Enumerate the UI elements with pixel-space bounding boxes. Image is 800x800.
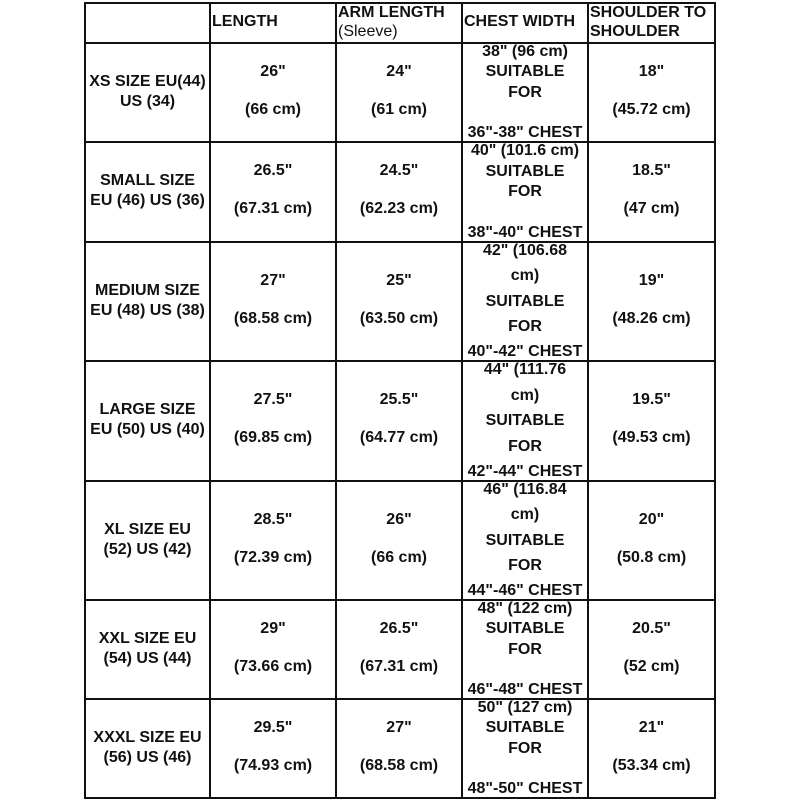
chest-width-line: 44"-46" CHEST <box>467 582 583 599</box>
chest-width-line: FOR <box>508 318 542 335</box>
length-inches: 26.5" <box>253 162 293 179</box>
arm-length-inches: 26" <box>386 510 412 528</box>
grid-line <box>84 360 716 362</box>
grid-line <box>84 141 716 143</box>
length-inches: 29" <box>260 619 286 637</box>
grid-line <box>84 599 716 601</box>
arm-length-cm: (68.58 cm) <box>359 756 439 774</box>
chest-width-line: SUITABLE <box>485 620 565 637</box>
arm-length-cm: (62.23 cm) <box>359 200 439 217</box>
grid-line <box>84 797 716 799</box>
chest-width-line: 50" (127 cm) <box>477 699 573 716</box>
header-chest-width: CHEST WIDTH <box>464 13 576 30</box>
size-label-line1: XXL SIZE EU <box>98 629 197 647</box>
size-label-line2: EU (48) US (38) <box>90 301 205 319</box>
shoulder-cm: (45.72 cm) <box>612 100 691 118</box>
arm-length-cm: (61 cm) <box>370 100 428 118</box>
arm-length-cm: (67.31 cm) <box>359 657 439 675</box>
chest-width-line: 44" (111.76 <box>483 361 567 378</box>
grid-line <box>84 480 716 482</box>
chest-width-line: cm) <box>510 506 540 523</box>
header-arm-length: ARM LENGTH <box>338 4 445 21</box>
header-arm-sleeve: (Sleeve) <box>338 23 398 40</box>
grid-line <box>84 698 716 700</box>
chest-width-line: 48" (122 cm) <box>477 600 573 617</box>
chest-width-line: 38" (96 cm) <box>482 43 568 60</box>
length-cm: (74.93 cm) <box>233 756 313 774</box>
size-label-line2: EU (46) US (36) <box>90 192 205 209</box>
header-shoulder-line1: SHOULDER TO <box>590 4 707 21</box>
chest-width-line: 46"-48" CHEST <box>467 681 583 698</box>
header-length: LENGTH <box>212 13 278 30</box>
chest-width-line: SUITABLE <box>485 719 565 736</box>
header-shoulder-line2: SHOULDER <box>590 23 680 40</box>
length-inches: 28.5" <box>253 510 293 528</box>
size-label-line2: US (34) <box>119 92 176 110</box>
chest-width-line: 40" (101.6 cm) <box>470 142 580 159</box>
size-label-line1: XS SIZE EU(44) <box>89 72 206 90</box>
chest-width-line: FOR <box>508 740 542 757</box>
length-cm: (73.66 cm) <box>233 657 313 675</box>
shoulder-inches: 19" <box>638 271 665 289</box>
chest-width-line: SUITABLE <box>485 163 565 180</box>
shoulder-inches: 20.5" <box>632 619 671 637</box>
arm-length-cm: (64.77 cm) <box>359 429 439 446</box>
chest-width-line: SUITABLE <box>485 63 565 80</box>
chest-width-line: 38"-40" CHEST <box>467 224 583 241</box>
arm-length-inches: 26.5" <box>379 619 419 637</box>
arm-length-inches: 27" <box>386 718 412 736</box>
arm-length-cm: (66 cm) <box>370 548 428 566</box>
chest-width-line: FOR <box>508 557 542 574</box>
chest-width-line: 36"-38" CHEST <box>467 124 583 141</box>
chest-width-line: cm) <box>510 267 540 284</box>
grid-line <box>714 2 716 798</box>
shoulder-inches: 18.5" <box>632 162 671 179</box>
size-label-line1: XXXL SIZE EU <box>93 728 202 746</box>
arm-length-inches: 25.5" <box>379 391 419 408</box>
chest-width-line: FOR <box>508 84 542 101</box>
chest-width-line: SUITABLE <box>485 293 565 310</box>
chest-width-line: FOR <box>508 641 542 658</box>
shoulder-inches: 19.5" <box>632 391 671 408</box>
length-inches: 29.5" <box>253 718 293 736</box>
shoulder-cm: (53.34 cm) <box>612 756 691 774</box>
length-cm: (69.85 cm) <box>233 429 313 446</box>
size-label-line1: LARGE SIZE <box>99 401 196 418</box>
size-label-line1: MEDIUM SIZE <box>95 281 200 299</box>
chest-width-line: FOR <box>508 438 542 455</box>
size-label-line1: XL SIZE EU <box>104 520 191 538</box>
size-label-line2: EU (50) US (40) <box>90 421 205 438</box>
chest-width-line: 42"-44" CHEST <box>467 463 583 480</box>
chest-width-line: cm) <box>510 387 540 404</box>
chest-width-line: SUITABLE <box>485 532 565 549</box>
length-cm: (67.31 cm) <box>233 200 313 217</box>
length-inches: 26" <box>260 62 286 80</box>
arm-length-cm: (63.50 cm) <box>359 309 439 327</box>
arm-length-inches: 24.5" <box>379 162 419 179</box>
length-cm: (66 cm) <box>244 100 302 118</box>
arm-length-inches: 24" <box>386 62 412 80</box>
size-label-line1: SMALL SIZE <box>100 172 195 189</box>
shoulder-cm: (48.26 cm) <box>612 309 691 327</box>
arm-length-inches: 25" <box>386 271 412 289</box>
chest-width-line: 40"-42" CHEST <box>467 343 583 360</box>
shoulder-cm: (50.8 cm) <box>616 548 687 566</box>
chest-width-line: 42" (106.68 <box>482 242 568 259</box>
shoulder-cm: (47 cm) <box>623 200 680 217</box>
size-label-line2: (52) US (42) <box>103 540 192 558</box>
shoulder-cm: (52 cm) <box>623 657 680 675</box>
grid-line <box>84 2 86 798</box>
shoulder-inches: 20" <box>638 510 665 528</box>
length-inches: 27.5" <box>253 391 293 408</box>
length-cm: (72.39 cm) <box>233 548 313 566</box>
length-cm: (68.58 cm) <box>233 309 313 327</box>
size-label-line2: (56) US (46) <box>103 748 192 766</box>
shoulder-inches: 21" <box>638 718 665 736</box>
shoulder-cm: (49.53 cm) <box>612 429 691 446</box>
grid-line <box>84 42 716 44</box>
chest-width-line: 48"-50" CHEST <box>467 780 583 797</box>
grid-line <box>84 241 716 243</box>
size-label-line2: (54) US (44) <box>103 649 192 667</box>
chest-width-line: FOR <box>508 183 542 200</box>
length-inches: 27" <box>260 271 286 289</box>
shoulder-inches: 18" <box>638 62 665 80</box>
chest-width-line: 46" (116.84 <box>483 481 567 498</box>
chest-width-line: SUITABLE <box>485 412 565 429</box>
